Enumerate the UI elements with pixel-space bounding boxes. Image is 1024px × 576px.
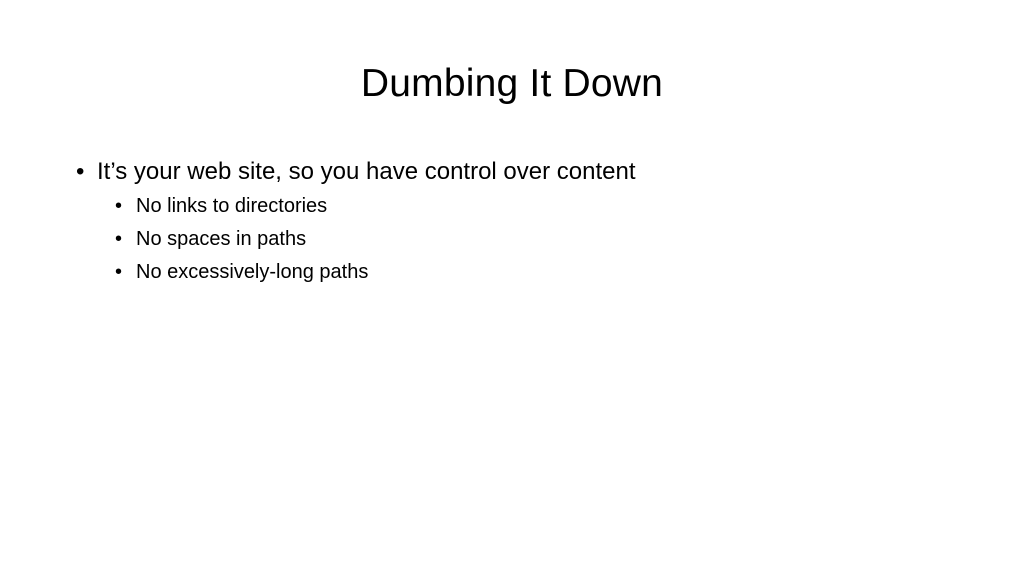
bullet-dot-icon: • <box>115 228 123 250</box>
sub-bullet-item <box>115 190 976 223</box>
sub-bullet-text: No excessively-long paths <box>136 261 369 283</box>
sub-bullet-text: No spaces in paths <box>136 228 307 250</box>
sub-bullet-item <box>115 256 976 289</box>
bullet-dot-icon: • <box>115 261 123 283</box>
bullet-dot-icon: • <box>76 158 85 185</box>
sub-bullet-text: No links to directories <box>136 195 328 217</box>
slide-body <box>76 154 976 289</box>
sub-bullet-list <box>76 190 976 289</box>
slide-title: Dumbing It Down <box>360 62 664 105</box>
sub-bullet-item <box>115 223 976 256</box>
bullet-dot-icon: • <box>115 195 123 217</box>
bullet-text: It’s your web site, so you have control over content <box>97 158 636 185</box>
bullet-item <box>76 154 976 190</box>
